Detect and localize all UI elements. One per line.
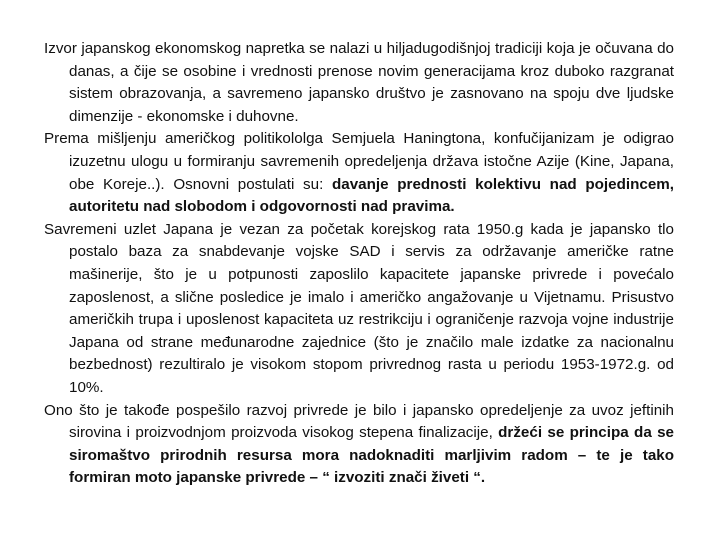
paragraph-intro <box>44 38 674 128</box>
paragraph-huntington-text: Prema mišljenju američkog politikololga Semjuela Haningtona, konfučijanizam je odigrao izuzetnu ulogu u formiranju savremenih opredeljenja država istočne Azije (Kine, Japana, obe Koreje..). Osnovni postulati su: <box>44 130 674 193</box>
paragraph-imports <box>44 400 674 490</box>
paragraph-korea-war-text: Savremeni uzlet Japana je vezan za početak korejskog rata 1950.g kada je japansko tlo postalo baza za snabdevanje vojske SAD i servis za održavanje američke ratne mašinerije, što je u potpunosti zaposlilo kapacitete japanske privrede i povećalo zaposlenost, a slične posledice je imalo i američko angažovanje u Vijetnamu. Prisustvo američkih trupa i uposlenost kapaciteta uz restrikciju i ograničenje razvoja vojne industrije Japana od strane međunarodne zajednice (što je značilo male izdatke za nacionalnu bezbednost) rezultiralo je visokom stopom privrednog rasta u periodu 1953-1972.g. od 10%. <box>44 220 674 396</box>
paragraph-imports-text: Ono što je takođe pospešilo razvoj privrede je bilo i japansko opredeljenje za uvoz jeftinih sirovina i proizvodnjom proizvoda visokog stepena finalizacije, <box>44 401 674 442</box>
paragraph-huntington-emphasis: davanje prednosti kolektivu nad pojedincem, autoritetu nad slobodom i odgovornosti nad pravima. <box>69 175 674 216</box>
paragraph-intro-text: Izvor japanskog ekonomskog napretka se nalazi u hiljadugodišnjoj tradiciji koja je očuvana do danas, a čije se osobine i vrednosti prenose novim generacijama kroz duboko razgranat sistem obrazovanja, a savremeno japansko društvo je zasnovano na spoju dve ljudske dimenzije - ekonomske i duhovne. <box>44 40 674 125</box>
paragraph-imports-emphasis: držeći se principa da se siromaštvo prirodnih resursa mora nadoknaditi marljivim radom – te je tako formiran moto japanske privrede – “ izvoziti znači živeti “. <box>69 424 675 487</box>
paragraph-huntington <box>44 128 674 218</box>
slide-text-body <box>44 38 674 490</box>
paragraph-korea-war <box>44 219 674 400</box>
